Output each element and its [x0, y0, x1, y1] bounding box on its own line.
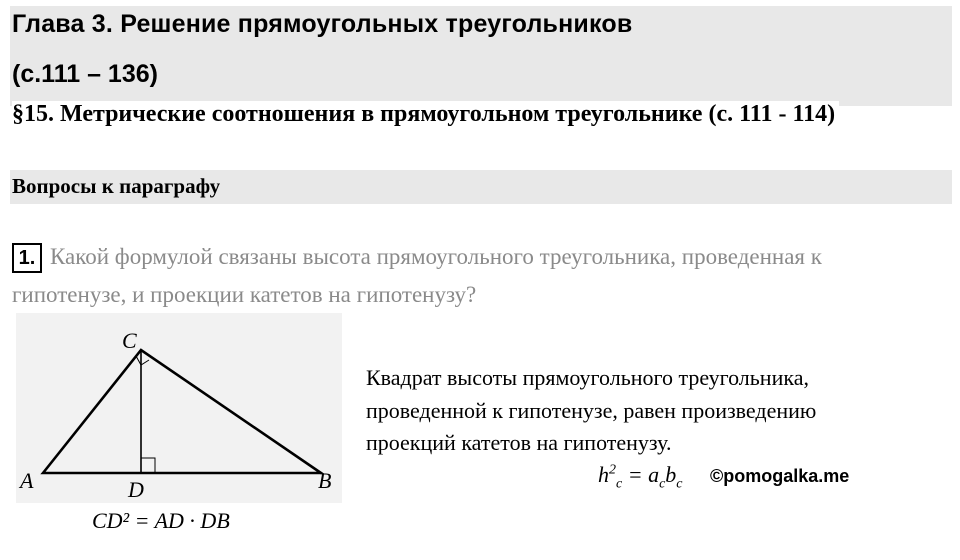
triangle-abc: [43, 350, 321, 473]
answer-line3: проекций катетов на гипотенузу.: [366, 430, 672, 455]
vertex-label-b: B: [318, 468, 332, 493]
question-text-line2: гипотенузе, и проекции катетов на гипотенузу?: [12, 282, 477, 307]
chapter-pages: (с.111 – 136): [12, 60, 158, 88]
answer-line2: проведенной к гипотенузе, равен произведению: [366, 398, 817, 423]
triangle-figure-panel: [16, 313, 342, 503]
question-text-line1: Какой формулой связаны высота прямоугольного треугольника, проведенная к: [50, 244, 822, 269]
section-title: §15. Метрические соотношения в прямоугольном треугольнике (с. 111 - 114): [12, 101, 839, 128]
formula-cd-squared: CD² = AD · DB: [92, 508, 230, 533]
chapter-title: Глава 3. Решение прямоугольных треугольников: [12, 10, 633, 38]
vertex-label-d: D: [128, 477, 144, 502]
question-number-box: 1.: [12, 243, 42, 273]
vertex-label-c: C: [122, 328, 137, 353]
answer-line1: Квадрат высоты прямоугольного треугольника,: [366, 365, 809, 390]
right-triangle-diagram: [16, 313, 342, 503]
vertex-label-a: A: [20, 468, 34, 493]
formula-height-squared: $h^2_c = a_cb_c$: [598, 462, 683, 492]
questions-header: Вопросы к параграфу: [12, 174, 221, 198]
watermark: ©pomogalka.me: [710, 466, 850, 486]
right-angle-mark-d: [141, 458, 155, 473]
right-angle-mark-c: [136, 356, 149, 365]
